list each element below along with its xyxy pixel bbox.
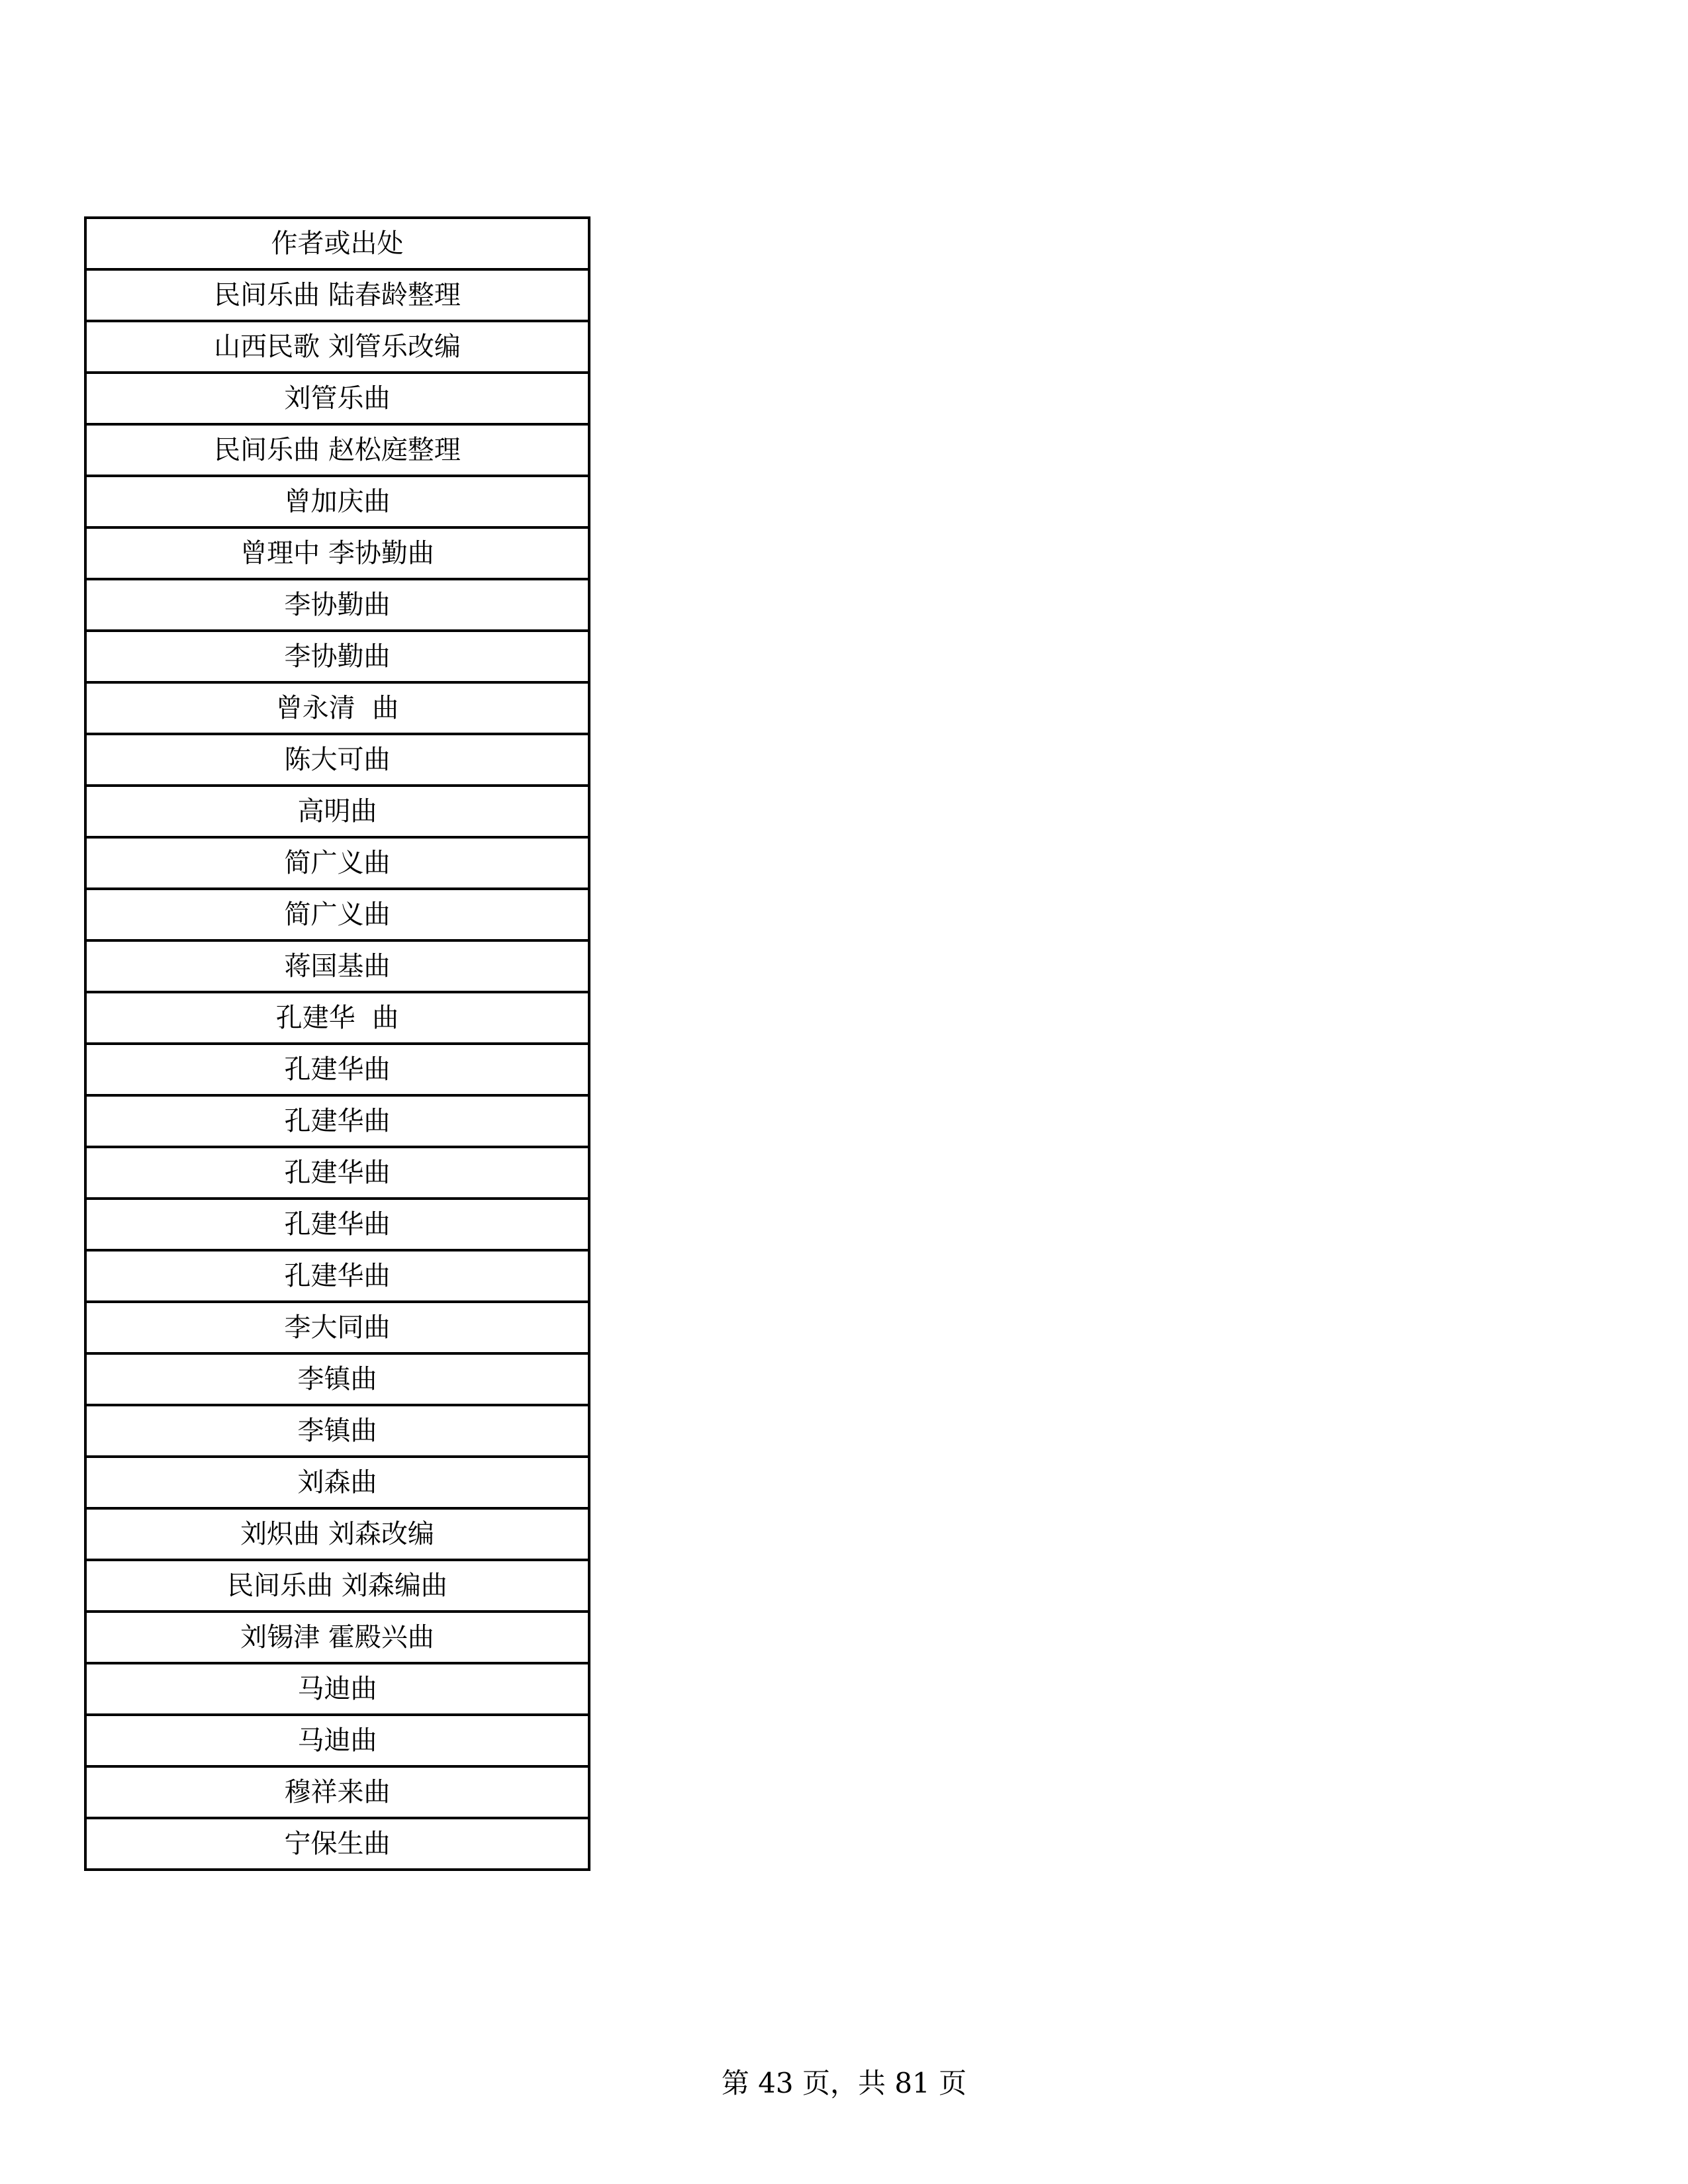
table-row: [85, 1353, 589, 1405]
table-row: [85, 992, 589, 1044]
table-cell-author: 李大同曲: [85, 1302, 589, 1353]
table-row: [85, 1560, 589, 1612]
table-cell-author: 曾加庆曲: [85, 476, 589, 527]
author-table-body: [85, 218, 589, 1870]
table-cell-author: 高明曲: [85, 786, 589, 837]
table-row: [85, 889, 589, 940]
table-row: [85, 1250, 589, 1302]
table-row: [85, 373, 589, 424]
table-row: [85, 1612, 589, 1663]
table-row: [85, 424, 589, 476]
table-row: [85, 734, 589, 786]
table-row: [85, 1147, 589, 1199]
table-row: [85, 1663, 589, 1715]
table-row: [85, 1457, 589, 1508]
table-cell-author: 穆祥来曲: [85, 1766, 589, 1818]
table-row: [85, 1818, 589, 1870]
table-cell-author: 简广义曲: [85, 837, 589, 889]
table-row: [85, 631, 589, 682]
table-row: [85, 837, 589, 889]
table-cell-author: 曾理中 李协勤曲: [85, 527, 589, 579]
table-row: [85, 1199, 589, 1250]
table-row: [85, 269, 589, 321]
table-cell-author: 刘锡津 霍殿兴曲: [85, 1612, 589, 1663]
table-cell-author: 李协勤曲: [85, 631, 589, 682]
table-cell-author: 李镇曲: [85, 1405, 589, 1457]
table-row: [85, 1766, 589, 1818]
table-cell-author: 刘炽曲 刘森改编: [85, 1508, 589, 1560]
table-cell-author: 曾永清 曲: [85, 682, 589, 734]
table-cell-author: 李协勤曲: [85, 579, 589, 631]
table-cell-author: 孔建华曲: [85, 1044, 589, 1095]
table-row: [85, 1302, 589, 1353]
table-cell-author: 山西民歌 刘管乐改编: [85, 321, 589, 373]
table-row: [85, 527, 589, 579]
table-row: [85, 940, 589, 992]
table-cell-author: 宁保生曲: [85, 1818, 589, 1870]
table-cell-author: 孔建华 曲: [85, 992, 589, 1044]
page-number-footer: 第 43 页，共 81 页: [721, 2067, 967, 2099]
table-cell-author: 刘管乐曲: [85, 373, 589, 424]
table-cell-author: 孔建华曲: [85, 1250, 589, 1302]
table-cell-author: 马迪曲: [85, 1663, 589, 1715]
table-row: [85, 682, 589, 734]
table-cell-author: 陈大可曲: [85, 734, 589, 786]
table-cell-author: 民间乐曲 赵松庭整理: [85, 424, 589, 476]
table-cell-author: 民间乐曲 刘森编曲: [85, 1560, 589, 1612]
table-cell-author: 孔建华曲: [85, 1095, 589, 1147]
table-row: [85, 1405, 589, 1457]
table-header-cell: 作者或出处: [85, 218, 589, 269]
table-cell-author: 李镇曲: [85, 1353, 589, 1405]
table-cell-author: 孔建华曲: [85, 1199, 589, 1250]
table-row: [85, 1715, 589, 1766]
table-cell-author: 简广义曲: [85, 889, 589, 940]
table-row: [85, 579, 589, 631]
table-cell-author: 刘森曲: [85, 1457, 589, 1508]
table-header-row: [85, 218, 589, 269]
author-table-container: [84, 216, 590, 1871]
table-cell-author: 孔建华曲: [85, 1147, 589, 1199]
author-table: [84, 216, 590, 1871]
table-row: [85, 786, 589, 837]
table-cell-author: 蒋国基曲: [85, 940, 589, 992]
table-cell-author: 马迪曲: [85, 1715, 589, 1766]
table-row: [85, 321, 589, 373]
table-row: [85, 1044, 589, 1095]
table-row: [85, 1508, 589, 1560]
table-cell-author: 民间乐曲 陆春龄整理: [85, 269, 589, 321]
table-row: [85, 1095, 589, 1147]
table-row: [85, 476, 589, 527]
